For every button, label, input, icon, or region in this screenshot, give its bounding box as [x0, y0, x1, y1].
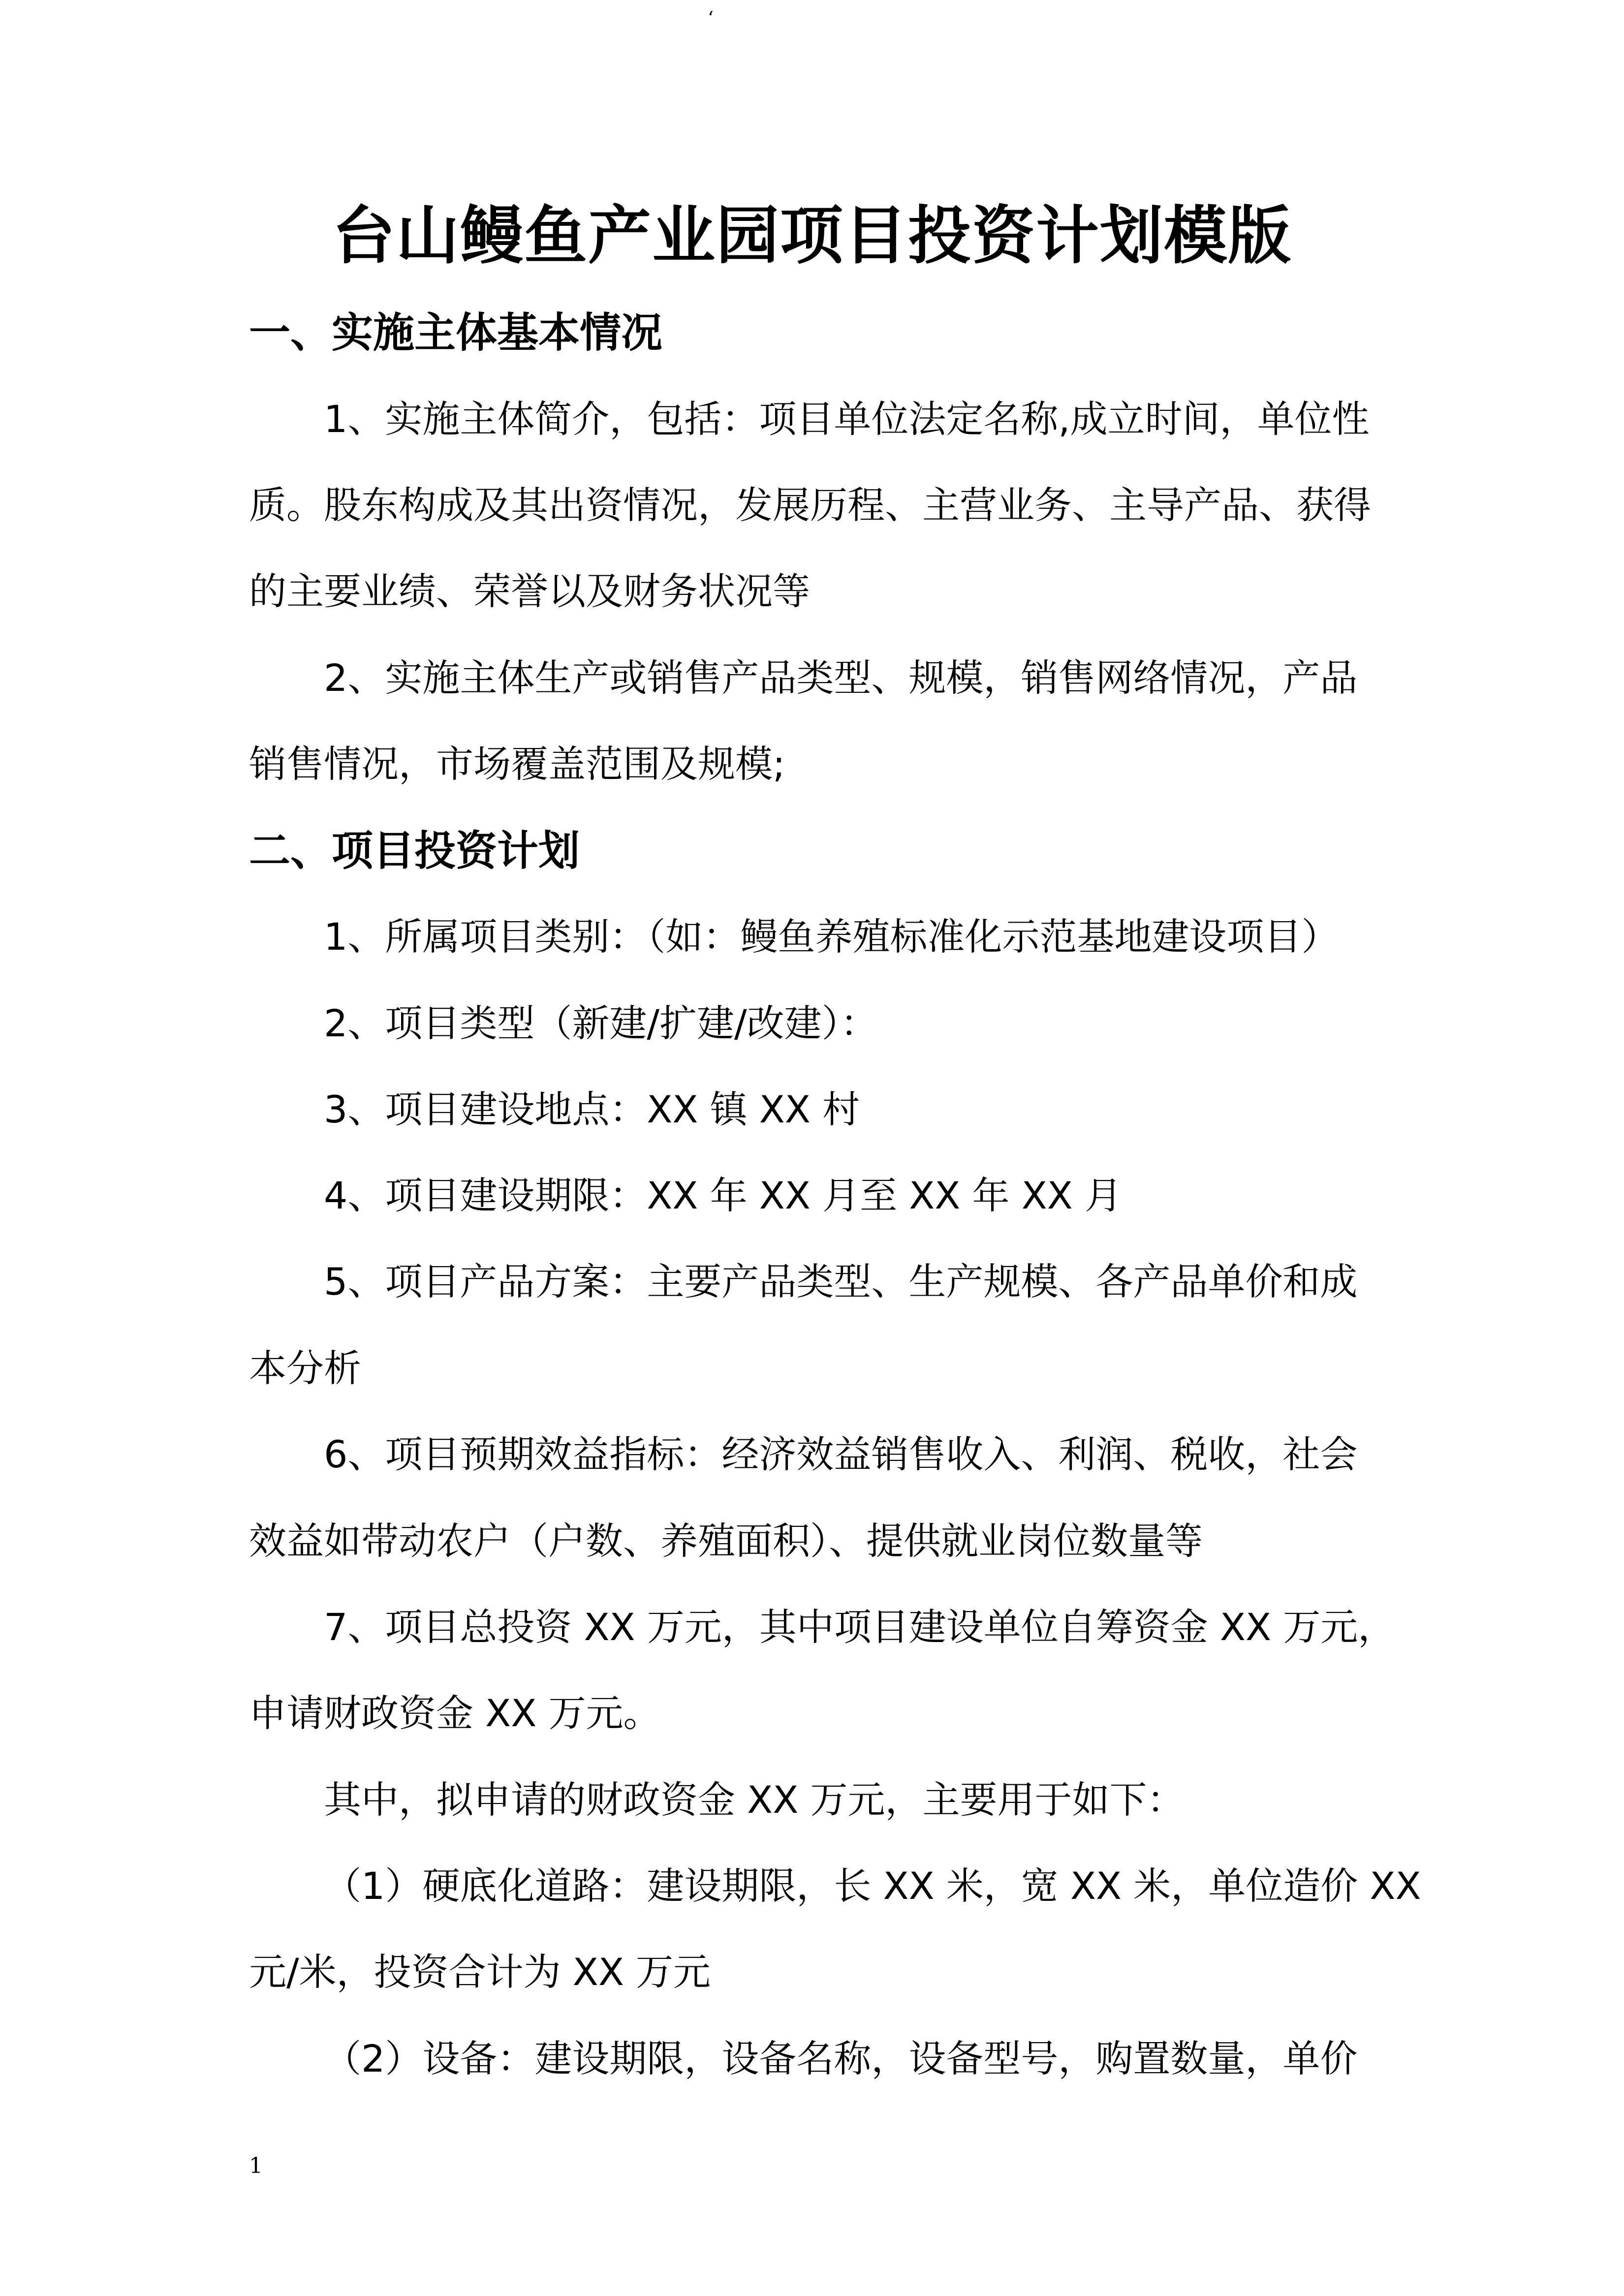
- paragraph-line: 3、项目建设地点：XX 镇 XX 村: [324, 1087, 860, 1131]
- page-number: 1: [249, 2153, 263, 2178]
- paragraph-line: 4、项目建设期限：XX 年 XX 月至 XX 年 XX 月: [324, 1174, 1122, 1217]
- paragraph-line: 质。股东构成及其出资情况，发展历程、主营业务、主导产品、获得: [249, 483, 1371, 527]
- paragraph-line: 本分析: [249, 1346, 361, 1390]
- paragraph-line: （1）硬底化道路：建设期限，长 XX 米，宽 XX 米，单位造价 XX: [324, 1864, 1421, 1908]
- paragraph-line: 2、实施主体生产或销售产品类型、规模，销售网络情况，产品: [324, 656, 1358, 700]
- paragraph-line: 1、实施主体简介，包括：项目单位法定名称,成立时间，单位性: [324, 397, 1370, 441]
- section-heading-1: 一、实施主体基本情况: [249, 309, 663, 357]
- paragraph-line: 销售情况，市场覆盖范围及规模;: [249, 742, 785, 786]
- paragraph-line: 的主要业绩、荣誉以及财务状况等: [249, 569, 810, 613]
- paragraph-line: 6、项目预期效益指标：经济效益销售收入、利润、税收，社会: [324, 1432, 1358, 1476]
- paragraph-line: 效益如带动农户（户数、养殖面积）、提供就业岗位数量等: [249, 1519, 1203, 1563]
- paragraph-line: 申请财政资金 XX 万元。: [249, 1691, 661, 1735]
- paragraph-line: 7、项目总投资 XX 万元，其中项目建设单位自筹资金 XX 万元，: [324, 1605, 1396, 1649]
- paragraph-line: 5、项目产品方案：主要产品类型、生产规模、各产品单价和成: [324, 1260, 1358, 1303]
- document-title: 台山鳗鱼产业园项目投资计划模版: [332, 199, 1292, 273]
- paragraph-line: 元/米，投资合计为 XX 万元: [249, 1950, 711, 1994]
- header-mark: ‘: [708, 7, 714, 29]
- paragraph-line: 其中，拟申请的财政资金 XX 万元，主要用于如下：: [324, 1778, 1185, 1822]
- paragraph-line: 1、所属项目类别：（如：鳗鱼养殖标准化示范基地建设项目）: [324, 915, 1339, 959]
- paragraph-line: （2）设备：建设期限，设备名称，设备型号，购置数量，单价: [324, 2037, 1358, 2080]
- paragraph-line: 2、项目类型（新建/扩建/改建）：: [324, 1001, 878, 1045]
- section-heading-2: 二、项目投资计划: [249, 827, 580, 875]
